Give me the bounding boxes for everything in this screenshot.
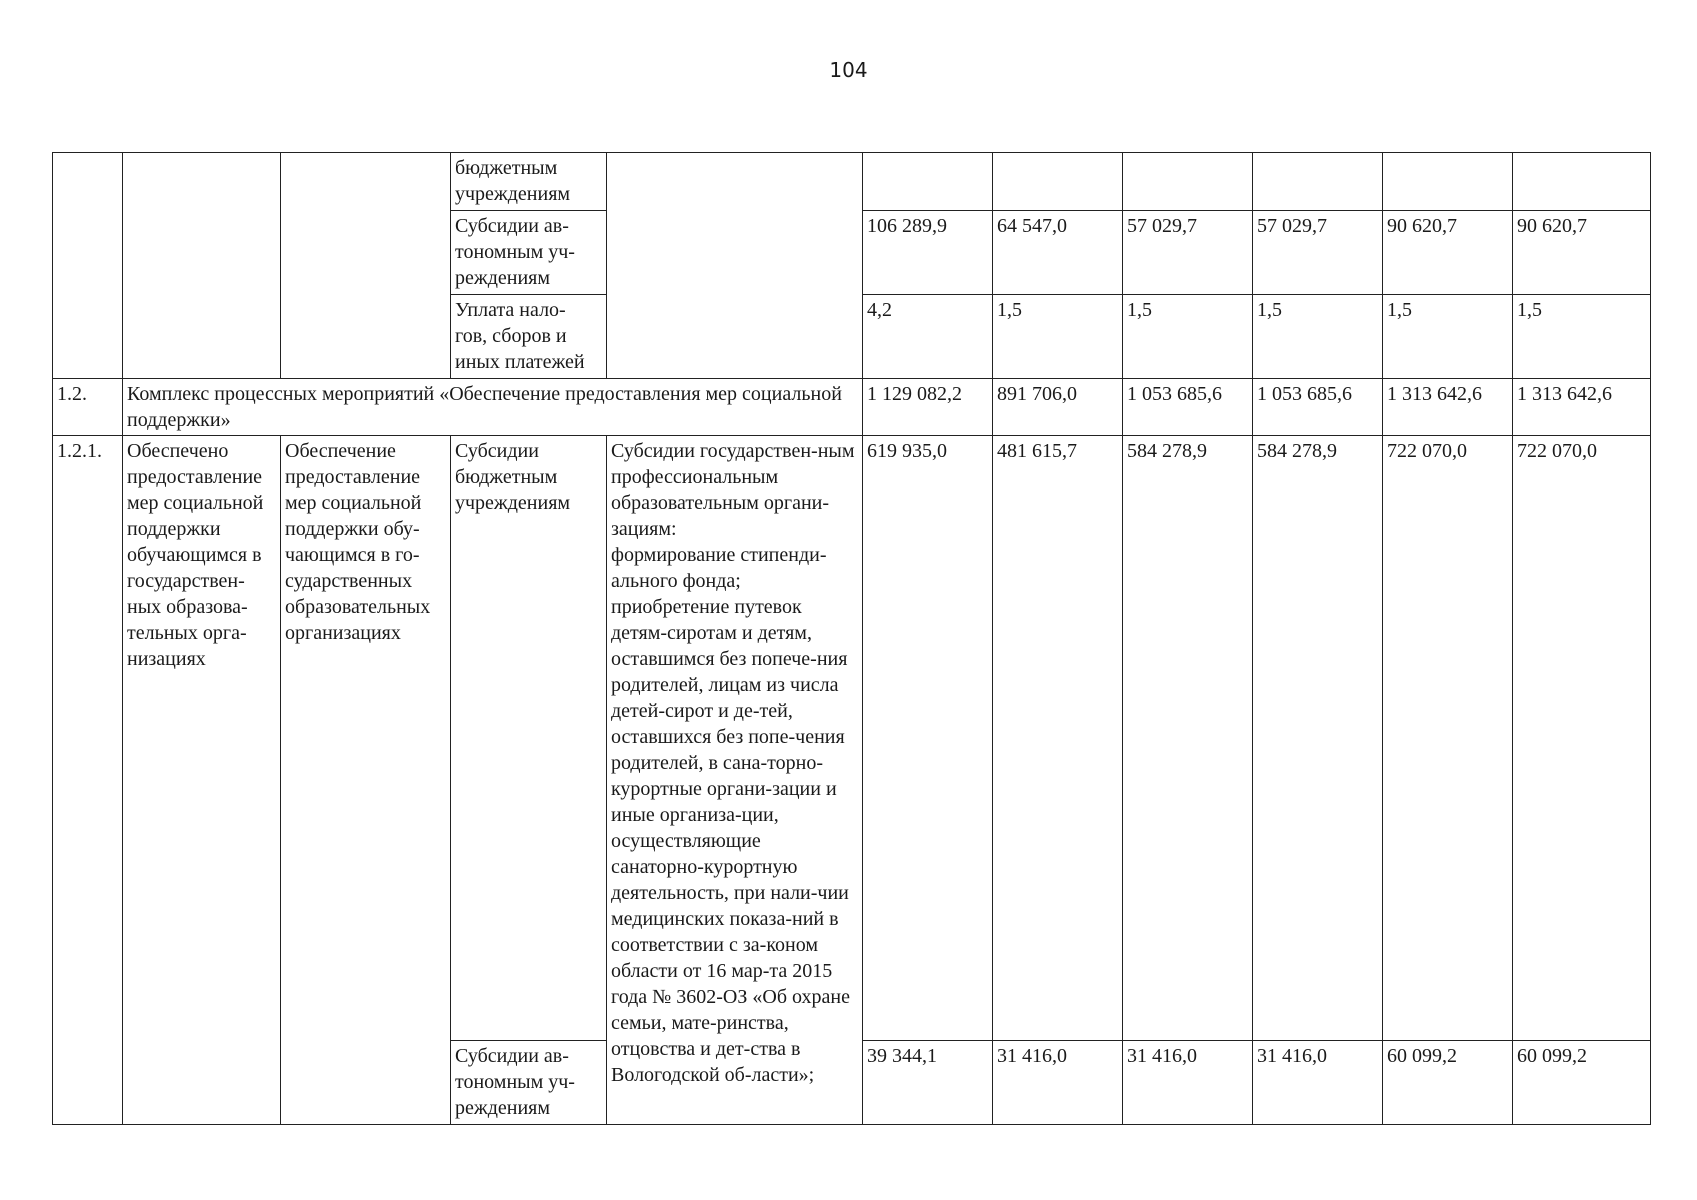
cell-value: 106 289,9 (863, 210, 993, 294)
cell-value: 90 620,7 (1513, 210, 1651, 294)
cell-value: 584 278,9 (1253, 436, 1383, 1041)
cell-value (1513, 153, 1651, 211)
table-row (53, 153, 1651, 211)
cell-value: 1,5 (1123, 294, 1253, 378)
cell-value: 1,5 (1383, 294, 1513, 378)
cell-value (1383, 153, 1513, 211)
cell-value: 31 416,0 (1123, 1041, 1253, 1125)
cell-value (863, 153, 993, 211)
cell-result-empty (123, 153, 281, 379)
cell-value: 1 053 685,6 (1253, 378, 1383, 436)
cell-section-title: Комплекс процессных мероприятий «Обеспечение предоставления мер социальной поддержки» (123, 378, 863, 436)
cell-event: Обеспечение предоставление мер социальной поддержки обу-чающимся в го-сударственных образовательных организациях (281, 436, 451, 1125)
cell-value: 4,2 (863, 294, 993, 378)
cell-value: 1,5 (1513, 294, 1651, 378)
cell-budget-type: Субсидии ав- тономным уч- реждениям (451, 1041, 607, 1125)
cell-value: 39 344,1 (863, 1041, 993, 1125)
cell-value (1123, 153, 1253, 211)
table-row (53, 436, 1651, 1041)
budget-table (52, 152, 1651, 1125)
cell-value: 584 278,9 (1123, 436, 1253, 1041)
cell-value: 60 099,2 (1383, 1041, 1513, 1125)
cell-value: 57 029,7 (1123, 210, 1253, 294)
page-number: 104 (829, 58, 868, 82)
cell-result: Обеспечено предоставление мер социальной поддержки обучающимся в государствен-ных образова-тельных орга-низациях (123, 436, 281, 1125)
cell-value: 1,5 (993, 294, 1123, 378)
cell-value: 31 416,0 (993, 1041, 1123, 1125)
cell-value: 31 416,0 (1253, 1041, 1383, 1125)
cell-event-empty (281, 153, 451, 379)
cell-item-num: 1.2.1. (53, 436, 123, 1125)
cell-value: 60 099,2 (1513, 1041, 1651, 1125)
cell-value: 722 070,0 (1513, 436, 1651, 1041)
cell-value (1253, 153, 1383, 211)
cell-budget-type: Субсидии бюджетным учреждениям (451, 436, 607, 1041)
cell-section-num: 1.2. (53, 378, 123, 436)
cell-value: 1 053 685,6 (1123, 378, 1253, 436)
cell-value: 722 070,0 (1383, 436, 1513, 1041)
cell-num-empty (53, 153, 123, 379)
cell-value (993, 153, 1123, 211)
cell-budget-type: бюджетным учреждениям (451, 153, 607, 211)
cell-value: 1 313 642,6 (1383, 378, 1513, 436)
cell-value: 619 935,0 (863, 436, 993, 1041)
cell-value: 891 706,0 (993, 378, 1123, 436)
cell-value: 1,5 (1253, 294, 1383, 378)
cell-budget-type: Уплата нало- гов, сборов и иных платежей (451, 294, 607, 378)
cell-value: 64 547,0 (993, 210, 1123, 294)
cell-description-empty (607, 153, 863, 379)
section-row (53, 378, 1651, 436)
cell-value: 1 129 082,2 (863, 378, 993, 436)
cell-value: 481 615,7 (993, 436, 1123, 1041)
cell-description: Субсидии государствен-ным профессиональным образовательным органи-зациям: формирование стипенди-ального фонда; приобретение путевок детям-сиротам и детям, оставшимся без попече-ния родителей, лицам из числа детей-сирот и де-тей, оставшихся без попе-чения родителей, в сана-торно-курортные органи-зации и иные организа-ции, осуществляющие санаторно-курортную деятельность, при нали-чии медицинских показа-ний в соответствии с за-коном области от 16 мар-та 2015 года № 3602-ОЗ «Об охране семьи, мате-ринства, отцовства и дет-ства в Вологодской об-ласти»; (607, 436, 863, 1125)
cell-value: 1 313 642,6 (1513, 378, 1651, 436)
cell-budget-type: Субсидии ав- тономным уч- реждениям (451, 210, 607, 294)
cell-value: 57 029,7 (1253, 210, 1383, 294)
cell-value: 90 620,7 (1383, 210, 1513, 294)
